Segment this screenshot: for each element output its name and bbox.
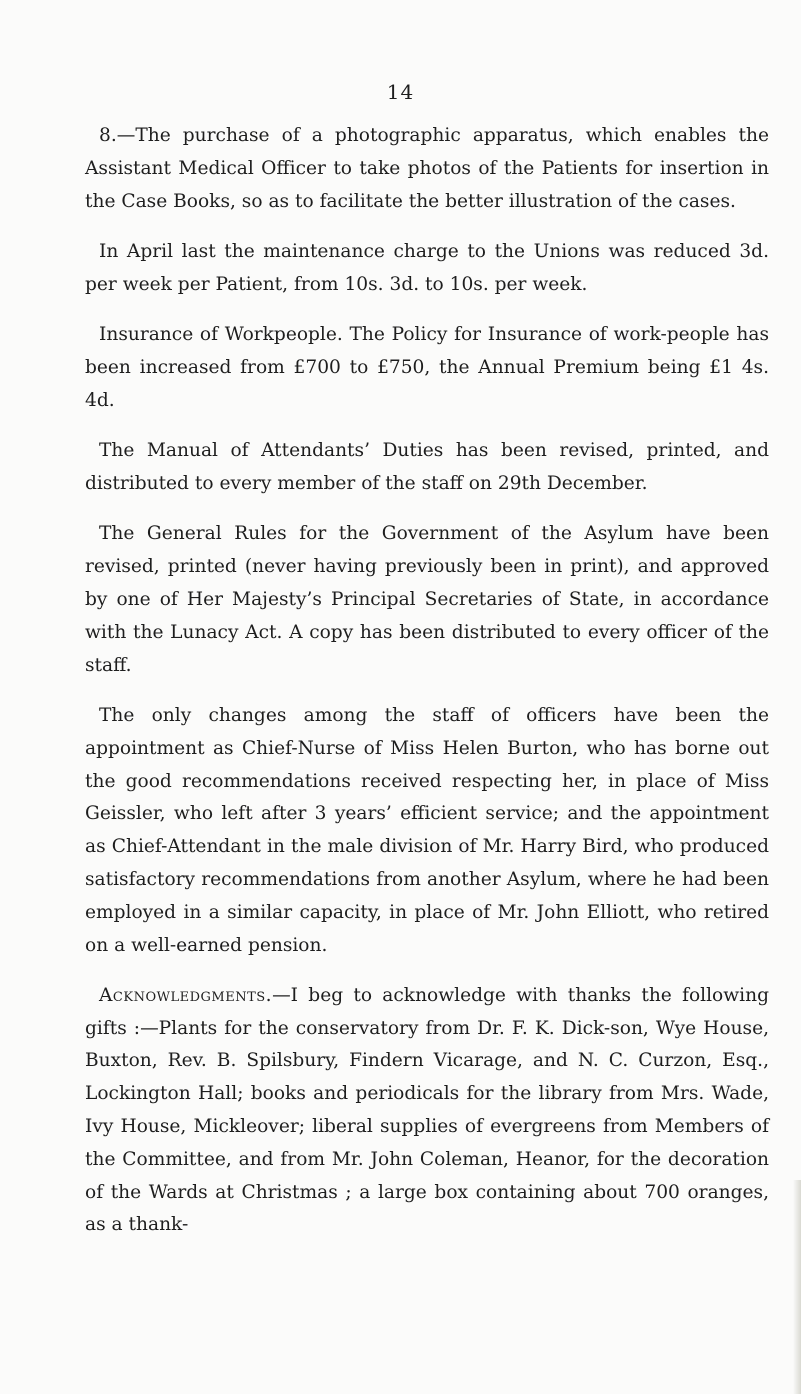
paragraph-manual xyxy=(85,435,769,501)
paragraph-text: In April last the maintenance charge to the Unions was reduced 3d. per week per Patient, from 10s. 3d. to 10s. per week. xyxy=(85,240,769,295)
paragraph-general-rules xyxy=(85,518,769,682)
body-text xyxy=(85,120,769,1260)
paragraph-acknowledgments xyxy=(85,980,769,1242)
acknowledgments-heading: Acknowledgments. xyxy=(99,984,273,1006)
paragraph-maintenance-charge xyxy=(85,236,769,302)
paragraph-text: Insurance of Workpeople. The Policy for Insurance of work-people has been increased from £700 to £750, the Annual Premium being £1 4s. 4d. xyxy=(85,324,769,411)
paragraph-staff-changes xyxy=(85,700,769,962)
paragraph-insurance xyxy=(85,319,769,417)
paragraph-text: The Manual of Attendants’ Duties has been revised, printed, and distributed to every member of the staff on 29th December. xyxy=(85,440,769,494)
paragraph-text: 8.—The purchase of a photographic apparatus, which enables the Assistant Medical Officer to take photos of the Patients for insertion in the Case Books, so as to facilitate the better illustration of the cases. xyxy=(85,125,769,212)
page-number: 14 xyxy=(386,80,415,104)
page-edge-shadow xyxy=(793,1180,801,1394)
paragraph-text: The only changes among the staff of officers have been the appointment as Chief-Nurse of Miss Helen Burton, who has borne out the good recommendations received respecting her, in place of Miss Geissler, who left after 3 years’ efficient service; and the appointment as Chief-Attendant in the male division of Mr. Harry Bird, who produced satisfactory recommendations from another Asylum, where he had been employed in a similar capacity, in place of Mr. John Elliott, who retired on a well-earned pension. xyxy=(85,704,769,956)
acknowledgments-text: —I beg to acknowledge with thanks the following gifts :—Plants for the conservatory from Dr. F. K. Dick-son, Wye House, Buxton, Rev. B. Spilsbury, Findern Vicarage, and N. C. Curzon, Esq., Lockington Hall; books and periodicals for the library from Mrs. Wade, Ivy House, Mickleover; liberal supplies of evergreens from Members of the Committee, and from Mr. John Coleman, Heanor, for the decoration of the Wards at Christmas ; a large box containing about 700 oranges, as a thank- xyxy=(85,984,769,1236)
paragraph-photographic-apparatus xyxy=(85,120,769,218)
paragraph-text: The General Rules for the Government of the Asylum have been revised, printed (never having previously been in print), and approved by one of Her Majesty’s Principal Secretaries of State, in accordance with the Lunacy Act. A copy has been distributed to every officer of the staff. xyxy=(85,523,769,676)
